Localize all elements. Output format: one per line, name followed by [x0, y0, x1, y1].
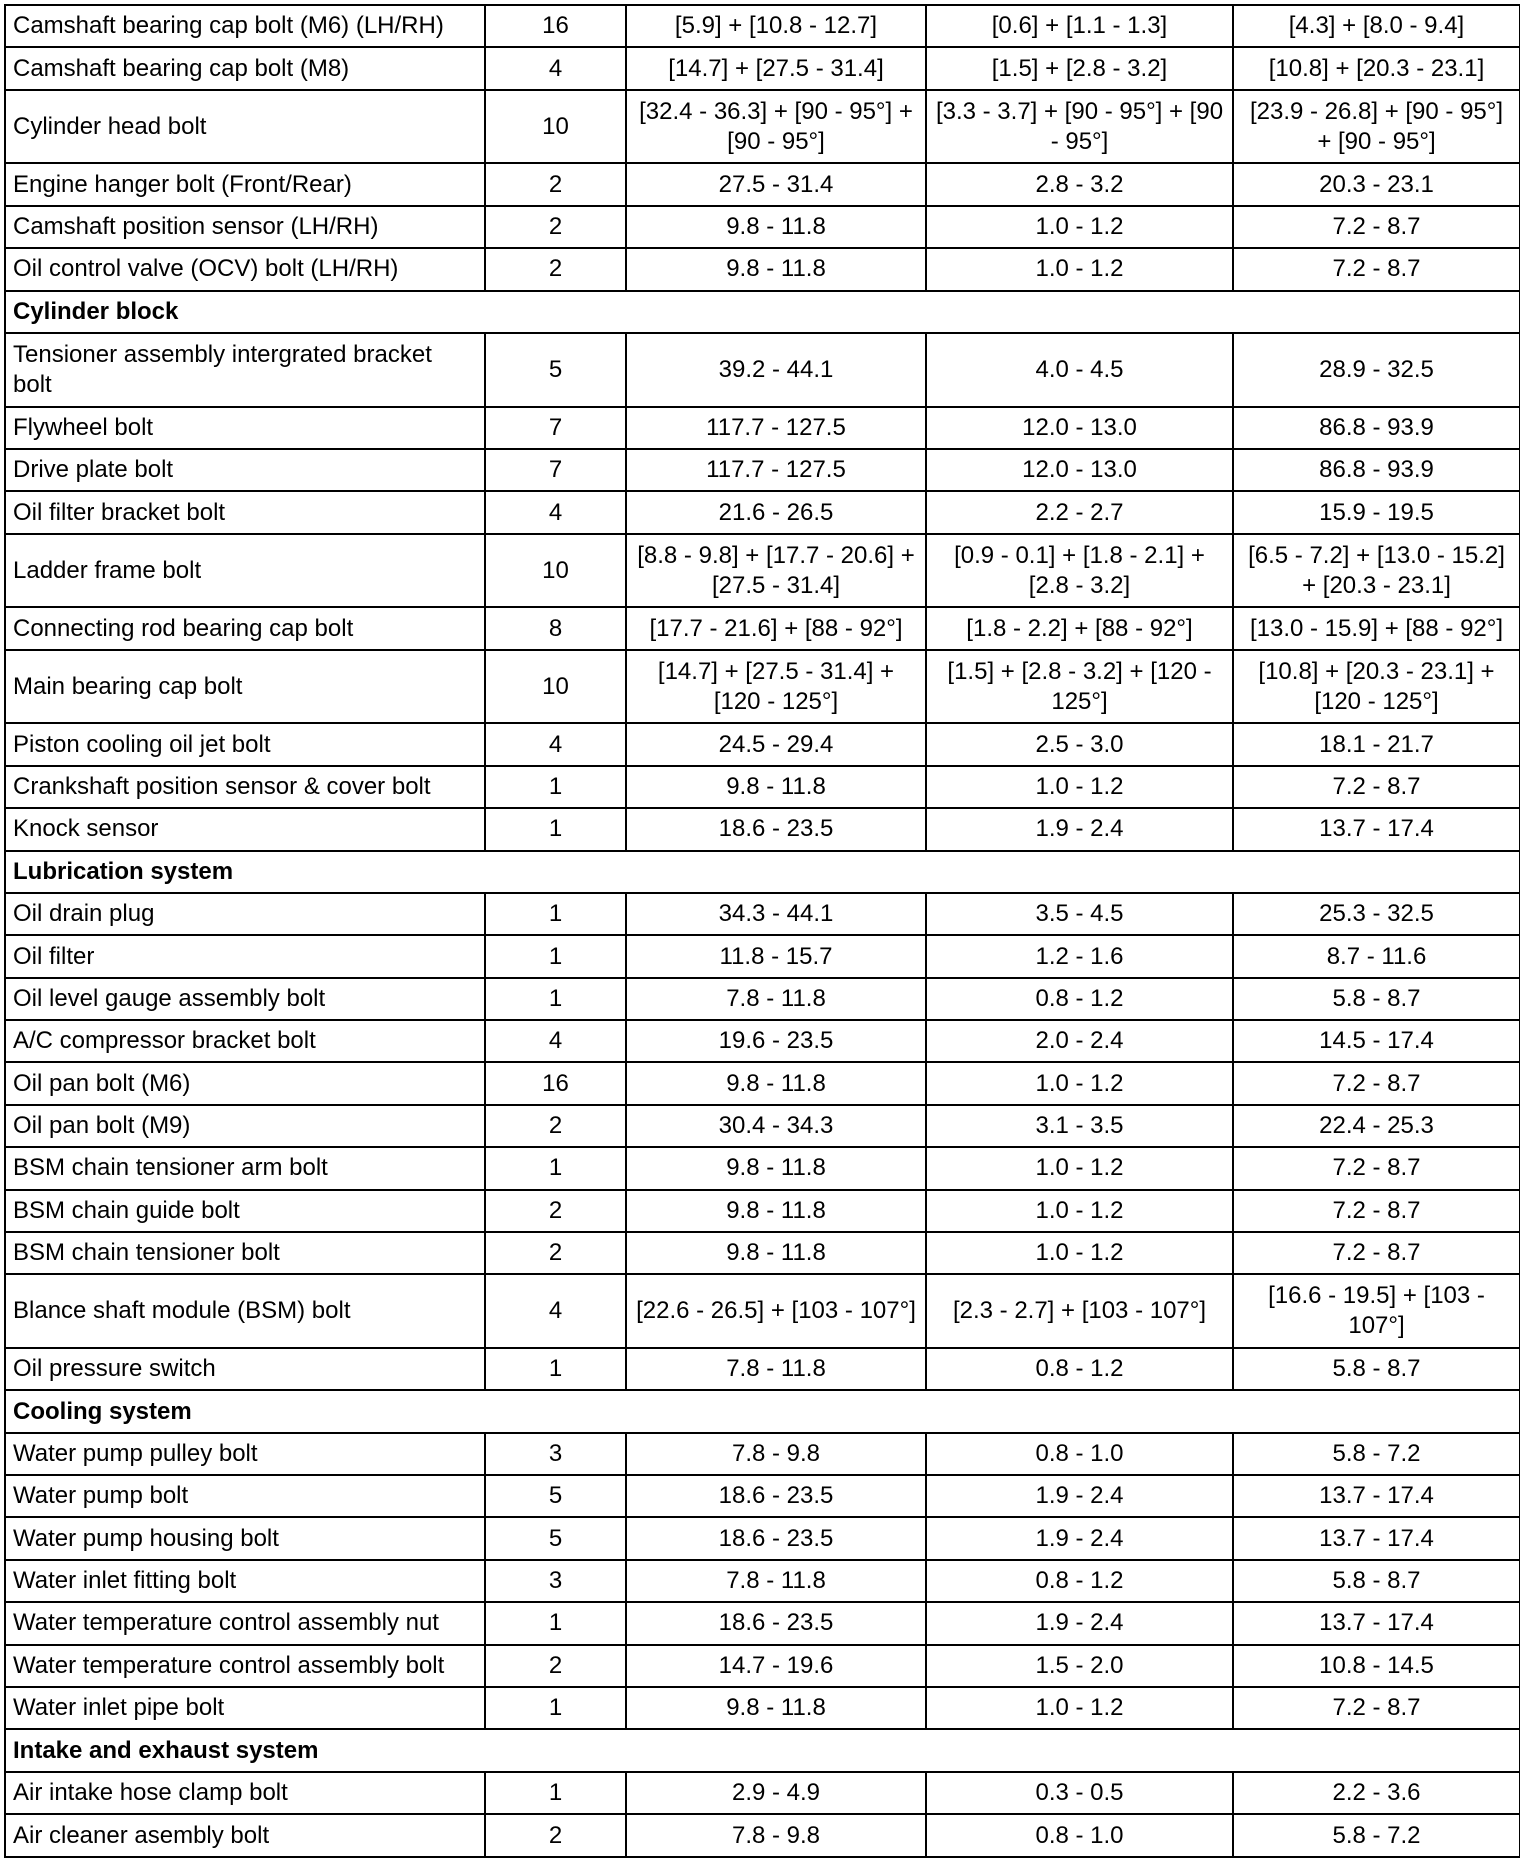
torque-kgfm-cell: 4.0 - 4.5 — [926, 333, 1233, 407]
section-title: Cooling system — [5, 1390, 1520, 1432]
torque-nm-cell: [8.8 - 9.8] + [17.7 - 20.6] + [27.5 - 31.4] — [626, 534, 926, 608]
table-row — [5, 978, 1520, 1020]
torque-nm-cell: 18.6 - 23.5 — [626, 1517, 926, 1559]
torque-lbft-cell: [13.0 - 15.9] + [88 - 92°] — [1233, 607, 1520, 649]
table-row — [5, 1020, 1520, 1062]
torque-lbft-cell: 28.9 - 32.5 — [1233, 333, 1520, 407]
torque-nm-cell: [14.7] + [27.5 - 31.4] + [120 - 125°] — [626, 650, 926, 724]
table-row — [5, 206, 1520, 248]
quantity-cell: 16 — [485, 5, 626, 47]
torque-kgfm-cell: 0.3 - 0.5 — [926, 1772, 1233, 1814]
torque-kgfm-cell: 1.0 - 1.2 — [926, 206, 1233, 248]
torque-kgfm-cell: 1.9 - 2.4 — [926, 1475, 1233, 1517]
quantity-cell: 1 — [485, 978, 626, 1020]
item-name-cell: Water temperature control assembly bolt — [5, 1645, 485, 1687]
torque-kgfm-cell: [0.6] + [1.1 - 1.3] — [926, 5, 1233, 47]
torque-kgfm-cell: 2.0 - 2.4 — [926, 1020, 1233, 1062]
quantity-cell: 5 — [485, 333, 626, 407]
torque-lbft-cell: 5.8 - 8.7 — [1233, 978, 1520, 1020]
torque-lbft-cell: 7.2 - 8.7 — [1233, 766, 1520, 808]
quantity-cell: 1 — [485, 1348, 626, 1390]
torque-lbft-cell: 22.4 - 25.3 — [1233, 1105, 1520, 1147]
item-name-cell: Engine hanger bolt (Front/Rear) — [5, 163, 485, 205]
quantity-cell: 2 — [485, 1105, 626, 1147]
torque-kgfm-cell: 12.0 - 13.0 — [926, 407, 1233, 449]
torque-lbft-cell: 10.8 - 14.5 — [1233, 1645, 1520, 1687]
section-header-row — [5, 1390, 1520, 1432]
item-name-cell: Oil filter bracket bolt — [5, 491, 485, 533]
torque-nm-cell: 7.8 - 11.8 — [626, 1560, 926, 1602]
table-row — [5, 248, 1520, 290]
torque-nm-cell: 14.7 - 19.6 — [626, 1645, 926, 1687]
item-name-cell: Oil control valve (OCV) bolt (LH/RH) — [5, 248, 485, 290]
torque-lbft-cell: 2.2 - 3.6 — [1233, 1772, 1520, 1814]
item-name-cell: Water pump pulley bolt — [5, 1433, 485, 1475]
torque-kgfm-cell: [2.3 - 2.7] + [103 - 107°] — [926, 1274, 1233, 1348]
item-name-cell: Ladder frame bolt — [5, 534, 485, 608]
torque-nm-cell: 7.8 - 11.8 — [626, 978, 926, 1020]
quantity-cell: 1 — [485, 893, 626, 935]
quantity-cell: 3 — [485, 1433, 626, 1475]
torque-nm-cell: 9.8 - 11.8 — [626, 248, 926, 290]
torque-kgfm-cell: [1.8 - 2.2] + [88 - 92°] — [926, 607, 1233, 649]
torque-kgfm-cell: 0.8 - 1.2 — [926, 978, 1233, 1020]
table-row — [5, 808, 1520, 850]
item-name-cell: Tensioner assembly intergrated bracket bolt — [5, 333, 485, 407]
table-row — [5, 893, 1520, 935]
torque-lbft-cell: [10.8] + [20.3 - 23.1] + [120 - 125°] — [1233, 650, 1520, 724]
table-row — [5, 491, 1520, 533]
torque-nm-cell: 9.8 - 11.8 — [626, 1687, 926, 1729]
quantity-cell: 1 — [485, 935, 626, 977]
item-name-cell: Air intake hose clamp bolt — [5, 1772, 485, 1814]
section-header-row — [5, 291, 1520, 333]
torque-nm-cell: [22.6 - 26.5] + [103 - 107°] — [626, 1274, 926, 1348]
quantity-cell: 1 — [485, 1772, 626, 1814]
quantity-cell: 2 — [485, 1232, 626, 1274]
torque-nm-cell: 19.6 - 23.5 — [626, 1020, 926, 1062]
torque-nm-cell: 34.3 - 44.1 — [626, 893, 926, 935]
quantity-cell: 4 — [485, 47, 626, 89]
torque-nm-cell: [32.4 - 36.3] + [90 - 95°] + [90 - 95°] — [626, 90, 926, 164]
torque-lbft-cell: 86.8 - 93.9 — [1233, 407, 1520, 449]
torque-nm-cell: 21.6 - 26.5 — [626, 491, 926, 533]
item-name-cell: Cylinder head bolt — [5, 90, 485, 164]
quantity-cell: 1 — [485, 808, 626, 850]
item-name-cell: Water inlet pipe bolt — [5, 1687, 485, 1729]
table-row — [5, 1147, 1520, 1189]
item-name-cell: Crankshaft position sensor & cover bolt — [5, 766, 485, 808]
torque-lbft-cell: 7.2 - 8.7 — [1233, 206, 1520, 248]
table-row — [5, 90, 1520, 164]
table-row — [5, 163, 1520, 205]
torque-nm-cell: [14.7] + [27.5 - 31.4] — [626, 47, 926, 89]
quantity-cell: 2 — [485, 1190, 626, 1232]
torque-nm-cell: 7.8 - 9.8 — [626, 1814, 926, 1857]
item-name-cell: Camshaft bearing cap bolt (M6) (LH/RH) — [5, 5, 485, 47]
table-row — [5, 449, 1520, 491]
torque-lbft-cell: 15.9 - 19.5 — [1233, 491, 1520, 533]
table-row — [5, 1475, 1520, 1517]
table-row — [5, 1645, 1520, 1687]
torque-nm-cell: 11.8 - 15.7 — [626, 935, 926, 977]
item-name-cell: Blance shaft module (BSM) bolt — [5, 1274, 485, 1348]
item-name-cell: Oil pan bolt (M9) — [5, 1105, 485, 1147]
table-row — [5, 1348, 1520, 1390]
item-name-cell: Flywheel bolt — [5, 407, 485, 449]
torque-nm-cell: 9.8 - 11.8 — [626, 1190, 926, 1232]
quantity-cell: 2 — [485, 1645, 626, 1687]
torque-lbft-cell: 25.3 - 32.5 — [1233, 893, 1520, 935]
torque-lbft-cell: 5.8 - 7.2 — [1233, 1814, 1520, 1857]
torque-nm-cell: 117.7 - 127.5 — [626, 407, 926, 449]
torque-kgfm-cell: 1.2 - 1.6 — [926, 935, 1233, 977]
quantity-cell: 3 — [485, 1560, 626, 1602]
quantity-cell: 2 — [485, 206, 626, 248]
table-row — [5, 1232, 1520, 1274]
table-row — [5, 534, 1520, 608]
torque-lbft-cell: [10.8] + [20.3 - 23.1] — [1233, 47, 1520, 89]
torque-kgfm-cell: 0.8 - 1.2 — [926, 1560, 1233, 1602]
item-name-cell: Connecting rod bearing cap bolt — [5, 607, 485, 649]
torque-nm-cell: 9.8 - 11.8 — [626, 766, 926, 808]
quantity-cell: 4 — [485, 1020, 626, 1062]
torque-kgfm-cell: 0.8 - 1.2 — [926, 1348, 1233, 1390]
torque-nm-cell: 18.6 - 23.5 — [626, 1602, 926, 1644]
torque-nm-cell: 9.8 - 11.8 — [626, 1232, 926, 1274]
torque-nm-cell: 27.5 - 31.4 — [626, 163, 926, 205]
quantity-cell: 1 — [485, 1687, 626, 1729]
torque-nm-cell: 9.8 - 11.8 — [626, 206, 926, 248]
item-name-cell: BSM chain guide bolt — [5, 1190, 485, 1232]
torque-lbft-cell: 8.7 - 11.6 — [1233, 935, 1520, 977]
torque-lbft-cell: 86.8 - 93.9 — [1233, 449, 1520, 491]
item-name-cell: Oil pan bolt (M6) — [5, 1062, 485, 1104]
table-row — [5, 723, 1520, 765]
torque-lbft-cell: [16.6 - 19.5] + [103 - 107°] — [1233, 1274, 1520, 1348]
torque-nm-cell: 117.7 - 127.5 — [626, 449, 926, 491]
torque-nm-cell: 24.5 - 29.4 — [626, 723, 926, 765]
item-name-cell: Water inlet fitting bolt — [5, 1560, 485, 1602]
torque-nm-cell: 7.8 - 11.8 — [626, 1348, 926, 1390]
torque-lbft-cell: 13.7 - 17.4 — [1233, 808, 1520, 850]
item-name-cell: Camshaft position sensor (LH/RH) — [5, 206, 485, 248]
quantity-cell: 4 — [485, 1274, 626, 1348]
torque-kgfm-cell: 3.1 - 3.5 — [926, 1105, 1233, 1147]
quantity-cell: 1 — [485, 1147, 626, 1189]
torque-nm-cell: 7.8 - 9.8 — [626, 1433, 926, 1475]
item-name-cell: Main bearing cap bolt — [5, 650, 485, 724]
torque-kgfm-cell: 2.2 - 2.7 — [926, 491, 1233, 533]
table-row — [5, 1687, 1520, 1729]
torque-lbft-cell: 7.2 - 8.7 — [1233, 1190, 1520, 1232]
table-row — [5, 47, 1520, 89]
torque-lbft-cell: 5.8 - 8.7 — [1233, 1348, 1520, 1390]
torque-nm-cell: 30.4 - 34.3 — [626, 1105, 926, 1147]
torque-lbft-cell: [6.5 - 7.2] + [13.0 - 15.2] + [20.3 - 23.1] — [1233, 534, 1520, 608]
torque-nm-cell: [5.9] + [10.8 - 12.7] — [626, 5, 926, 47]
quantity-cell: 4 — [485, 723, 626, 765]
item-name-cell: Knock sensor — [5, 808, 485, 850]
torque-lbft-cell: 5.8 - 7.2 — [1233, 1433, 1520, 1475]
table-row — [5, 1105, 1520, 1147]
torque-kgfm-cell: 1.5 - 2.0 — [926, 1645, 1233, 1687]
table-row — [5, 1814, 1520, 1857]
section-header-row — [5, 851, 1520, 893]
torque-nm-cell: 18.6 - 23.5 — [626, 1475, 926, 1517]
torque-kgfm-cell: 2.5 - 3.0 — [926, 723, 1233, 765]
item-name-cell: BSM chain tensioner arm bolt — [5, 1147, 485, 1189]
quantity-cell: 7 — [485, 407, 626, 449]
torque-kgfm-cell: [0.9 - 0.1] + [1.8 - 2.1] + [2.8 - 3.2] — [926, 534, 1233, 608]
item-name-cell: Water pump bolt — [5, 1475, 485, 1517]
torque-lbft-cell: 7.2 - 8.7 — [1233, 1687, 1520, 1729]
torque-kgfm-cell: 12.0 - 13.0 — [926, 449, 1233, 491]
item-name-cell: Oil pressure switch — [5, 1348, 485, 1390]
torque-kgfm-cell: 3.5 - 4.5 — [926, 893, 1233, 935]
torque-kgfm-cell: 1.0 - 1.2 — [926, 1062, 1233, 1104]
table-row — [5, 1274, 1520, 1348]
quantity-cell: 1 — [485, 1602, 626, 1644]
item-name-cell: A/C compressor bracket bolt — [5, 1020, 485, 1062]
section-header-row — [5, 1729, 1520, 1771]
section-title: Intake and exhaust system — [5, 1729, 1520, 1771]
quantity-cell: 2 — [485, 1814, 626, 1857]
torque-kgfm-cell: 0.8 - 1.0 — [926, 1433, 1233, 1475]
item-name-cell: BSM chain tensioner bolt — [5, 1232, 485, 1274]
torque-kgfm-cell: 1.9 - 2.4 — [926, 808, 1233, 850]
torque-lbft-cell: 13.7 - 17.4 — [1233, 1475, 1520, 1517]
quantity-cell: 16 — [485, 1062, 626, 1104]
item-name-cell: Camshaft bearing cap bolt (M8) — [5, 47, 485, 89]
table-row — [5, 607, 1520, 649]
torque-lbft-cell: [4.3] + [8.0 - 9.4] — [1233, 5, 1520, 47]
torque-kgfm-cell: 0.8 - 1.0 — [926, 1814, 1233, 1857]
torque-kgfm-cell: 1.0 - 1.2 — [926, 1190, 1233, 1232]
torque-lbft-cell: 20.3 - 23.1 — [1233, 163, 1520, 205]
torque-kgfm-cell: 1.0 - 1.2 — [926, 1147, 1233, 1189]
torque-kgfm-cell: 1.0 - 1.2 — [926, 766, 1233, 808]
torque-kgfm-cell: 2.8 - 3.2 — [926, 163, 1233, 205]
torque-lbft-cell: 5.8 - 8.7 — [1233, 1560, 1520, 1602]
item-name-cell: Drive plate bolt — [5, 449, 485, 491]
torque-kgfm-cell: 1.0 - 1.2 — [926, 1232, 1233, 1274]
table-row — [5, 935, 1520, 977]
torque-nm-cell: 18.6 - 23.5 — [626, 808, 926, 850]
torque-spec-table-body — [5, 5, 1520, 1857]
torque-lbft-cell: 7.2 - 8.7 — [1233, 248, 1520, 290]
table-row — [5, 1560, 1520, 1602]
torque-spec-table — [4, 4, 1520, 1858]
item-name-cell: Piston cooling oil jet bolt — [5, 723, 485, 765]
section-title: Lubrication system — [5, 851, 1520, 893]
item-name-cell: Oil filter — [5, 935, 485, 977]
quantity-cell: 2 — [485, 248, 626, 290]
torque-lbft-cell: 7.2 - 8.7 — [1233, 1232, 1520, 1274]
torque-nm-cell: 9.8 - 11.8 — [626, 1062, 926, 1104]
torque-kgfm-cell: 1.9 - 2.4 — [926, 1517, 1233, 1559]
torque-lbft-cell: 7.2 - 8.7 — [1233, 1147, 1520, 1189]
torque-lbft-cell: 7.2 - 8.7 — [1233, 1062, 1520, 1104]
table-row — [5, 5, 1520, 47]
quantity-cell: 5 — [485, 1475, 626, 1517]
table-row — [5, 333, 1520, 407]
torque-lbft-cell: 13.7 - 17.4 — [1233, 1517, 1520, 1559]
torque-lbft-cell: 14.5 - 17.4 — [1233, 1020, 1520, 1062]
table-row — [5, 1062, 1520, 1104]
table-row — [5, 1517, 1520, 1559]
table-row — [5, 1433, 1520, 1475]
torque-nm-cell: 39.2 - 44.1 — [626, 333, 926, 407]
item-name-cell: Oil drain plug — [5, 893, 485, 935]
quantity-cell: 10 — [485, 534, 626, 608]
table-row — [5, 1602, 1520, 1644]
section-title: Cylinder block — [5, 291, 1520, 333]
torque-kgfm-cell: [1.5] + [2.8 - 3.2] + [120 - 125°] — [926, 650, 1233, 724]
torque-lbft-cell: 13.7 - 17.4 — [1233, 1602, 1520, 1644]
quantity-cell: 5 — [485, 1517, 626, 1559]
quantity-cell: 10 — [485, 90, 626, 164]
torque-kgfm-cell: 1.0 - 1.2 — [926, 248, 1233, 290]
quantity-cell: 10 — [485, 650, 626, 724]
torque-kgfm-cell: [3.3 - 3.7] + [90 - 95°] + [90 - 95°] — [926, 90, 1233, 164]
item-name-cell: Oil level gauge assembly bolt — [5, 978, 485, 1020]
torque-kgfm-cell: [1.5] + [2.8 - 3.2] — [926, 47, 1233, 89]
table-row — [5, 1190, 1520, 1232]
item-name-cell: Air cleaner asembly bolt — [5, 1814, 485, 1857]
table-row — [5, 1772, 1520, 1814]
quantity-cell: 4 — [485, 491, 626, 533]
torque-lbft-cell: [23.9 - 26.8] + [90 - 95°] + [90 - 95°] — [1233, 90, 1520, 164]
torque-nm-cell: 9.8 - 11.8 — [626, 1147, 926, 1189]
item-name-cell: Water pump housing bolt — [5, 1517, 485, 1559]
torque-nm-cell: [17.7 - 21.6] + [88 - 92°] — [626, 607, 926, 649]
item-name-cell: Water temperature control assembly nut — [5, 1602, 485, 1644]
torque-kgfm-cell: 1.0 - 1.2 — [926, 1687, 1233, 1729]
torque-lbft-cell: 18.1 - 21.7 — [1233, 723, 1520, 765]
quantity-cell: 1 — [485, 766, 626, 808]
quantity-cell: 8 — [485, 607, 626, 649]
table-row — [5, 407, 1520, 449]
quantity-cell: 2 — [485, 163, 626, 205]
table-row — [5, 766, 1520, 808]
quantity-cell: 7 — [485, 449, 626, 491]
torque-nm-cell: 2.9 - 4.9 — [626, 1772, 926, 1814]
torque-kgfm-cell: 1.9 - 2.4 — [926, 1602, 1233, 1644]
table-row — [5, 650, 1520, 724]
